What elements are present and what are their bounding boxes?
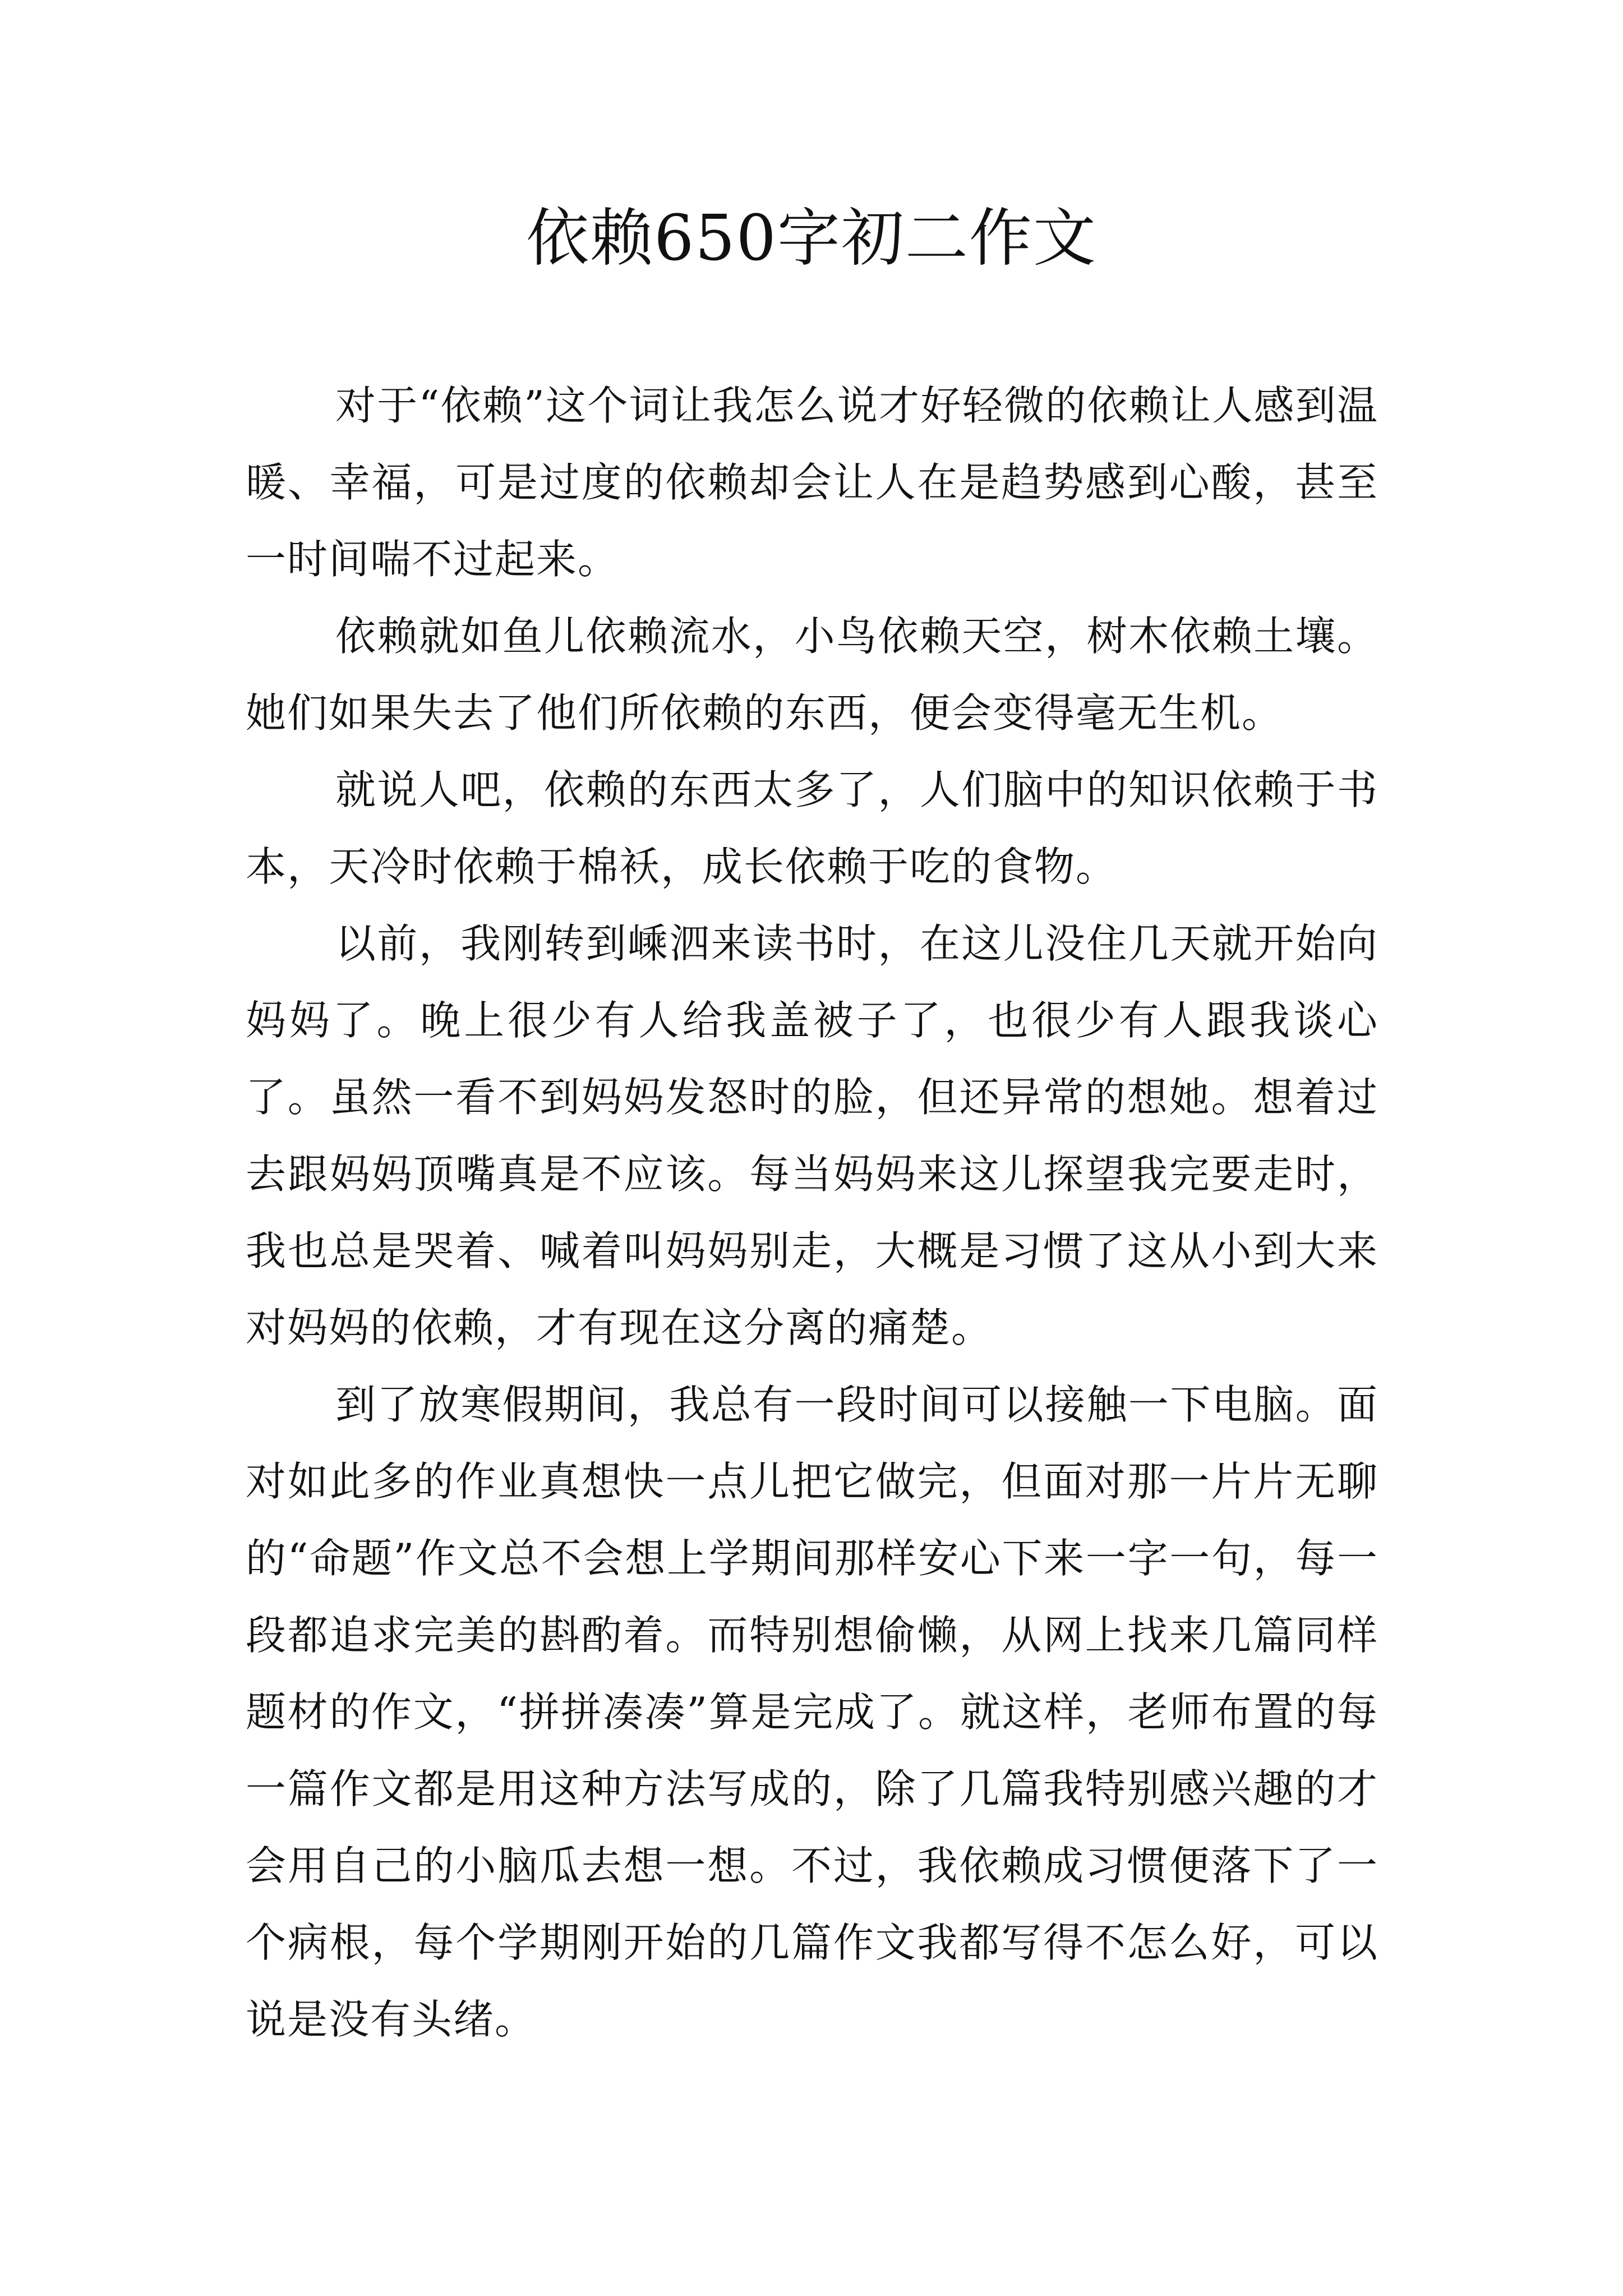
paragraph-4: 以前，我刚转到嵊泗来读书时，在这儿没住几天就开始向妈妈了。晚上很少有人给我盖被子了，也很少有人跟我谈心了。虽然一看不到妈妈发怒时的脸，但还异常的想她。想着过去跟妈妈顶嘴真是不应该。每当妈妈来这儿探望我完要走时，我也总是哭着、喊着叫妈妈别走，大概是习惯了这从小到大来对妈妈的依赖，才有现在这分离的痛楚。 xyxy=(246,920,1378,1351)
document-title: 依赖650字初二作文 xyxy=(526,202,1097,275)
paragraph-5: 到了放寒假期间，我总有一段时间可以接触一下电脑。面对如此多的作业真想快一点儿把它做完，但面对那一片片无聊的“命题”作文总不会想上学期间那样安心下来一字一句，每一段都追求完美的斟酌着。而特别想偷懒，从网上找来几篇同样题材的作文，“拼拼凑凑”算是完成了。就这样，老师布置的每一篇作文都是用这种方法写成的，除了几篇我特别感兴趣的才会用自己的小脑瓜去想一想。不过，我依赖成习惯便落下了一个病根，每个学期刚开始的几篇作文我都写得不怎么好，可以说是没有头绪。 xyxy=(246,1381,1378,2043)
paragraph-1: 对于“依赖”这个词让我怎么说才好轻微的依赖让人感到温暖、幸福，可是过度的依赖却会让人在是趋势感到心酸，甚至一时间喘不过起来。 xyxy=(246,382,1378,583)
document-body xyxy=(246,367,1378,2058)
paragraph-3: 就说人吧，依赖的东西太多了，人们脑中的知识依赖于书本，天冷时依赖于棉袄，成长依赖于吃的食物。 xyxy=(246,766,1378,890)
paragraph-2: 依赖就如鱼儿依赖流水，小鸟依赖天空，树木依赖土壤。她们如果失去了他们所依赖的东西，便会变得毫无生机。 xyxy=(246,613,1378,737)
